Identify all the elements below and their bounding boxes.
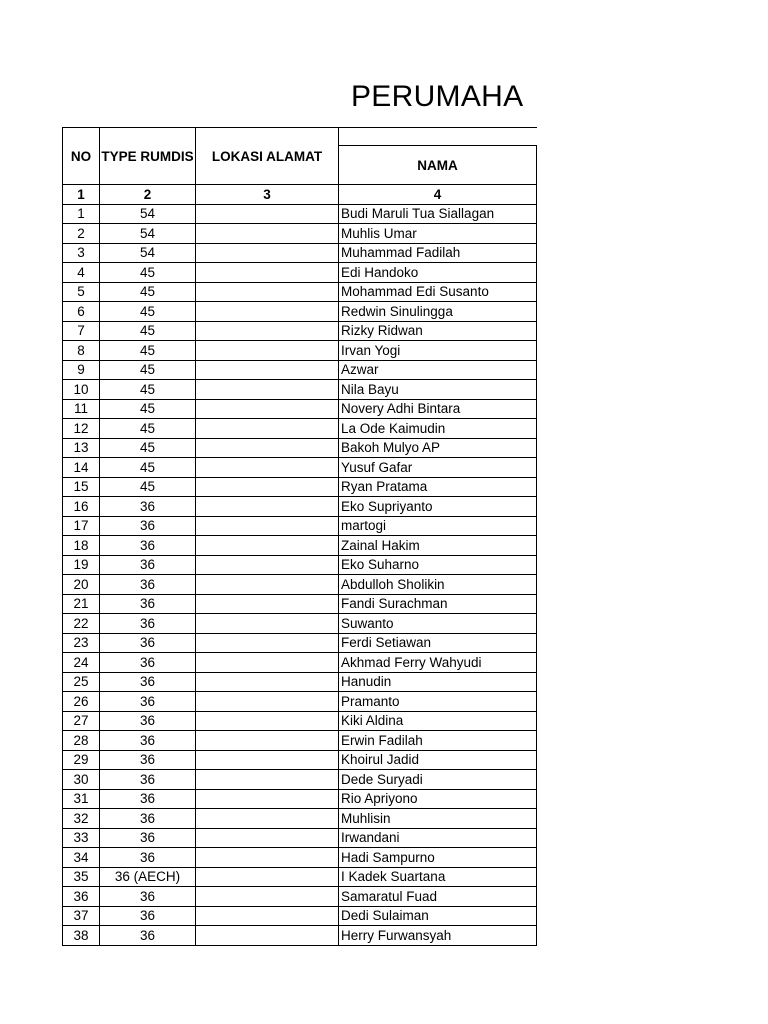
- cell-type-rumdis: 36: [100, 536, 196, 556]
- cell-nama: Irwandani: [339, 828, 537, 848]
- cell-no: 8: [63, 341, 100, 361]
- table-row: [63, 809, 537, 829]
- cell-no: 22: [63, 614, 100, 634]
- table-row: [63, 555, 537, 575]
- table-row: [63, 633, 537, 653]
- cell-no: 35: [63, 867, 100, 887]
- table-row: [63, 848, 537, 868]
- cell-no: 13: [63, 438, 100, 458]
- cell-type-rumdis: 36: [100, 672, 196, 692]
- table-row: [63, 653, 537, 673]
- table-row: [63, 711, 537, 731]
- table-row: [63, 302, 537, 322]
- cell-nama: Dede Suryadi: [339, 770, 537, 790]
- cell-type-rumdis: 36: [100, 770, 196, 790]
- cell-type-rumdis: 36: [100, 575, 196, 595]
- cell-no: 9: [63, 360, 100, 380]
- table-row: [63, 926, 537, 946]
- table-row: [63, 887, 537, 907]
- cell-no: 30: [63, 770, 100, 790]
- cell-type-rumdis: 36: [100, 633, 196, 653]
- cell-type-rumdis: 36: [100, 711, 196, 731]
- cell-nama: Ferdi Setiawan: [339, 633, 537, 653]
- cell-nama: Irvan Yogi: [339, 341, 537, 361]
- table-row: [63, 516, 537, 536]
- cell-lokasi-alamat: [196, 321, 339, 341]
- cell-nama: Edi Handoko: [339, 263, 537, 283]
- table-row: [63, 672, 537, 692]
- cell-nama: La Ode Kaimudin: [339, 419, 537, 439]
- cell-no: 3: [63, 243, 100, 263]
- cell-no: 32: [63, 809, 100, 829]
- cell-no: 10: [63, 380, 100, 400]
- table-row: [63, 750, 537, 770]
- table-row: [63, 770, 537, 790]
- header-row-top: [63, 128, 537, 146]
- cell-no: 14: [63, 458, 100, 478]
- cell-type-rumdis: 45: [100, 282, 196, 302]
- cell-lokasi-alamat: [196, 282, 339, 302]
- cell-nama: Khoirul Jadid: [339, 750, 537, 770]
- cell-nama: Dedi Sulaiman: [339, 906, 537, 926]
- cell-nama: Hadi Sampurno: [339, 848, 537, 868]
- header-nama: NAMA: [339, 146, 537, 185]
- table-row: [63, 438, 537, 458]
- cell-type-rumdis: 45: [100, 321, 196, 341]
- cell-lokasi-alamat: [196, 867, 339, 887]
- cell-nama: Nila Bayu: [339, 380, 537, 400]
- cell-no: 38: [63, 926, 100, 946]
- cell-no: 24: [63, 653, 100, 673]
- cell-lokasi-alamat: [196, 536, 339, 556]
- cell-type-rumdis: 45: [100, 438, 196, 458]
- cell-type-rumdis: 36: [100, 828, 196, 848]
- cell-type-rumdis: 45: [100, 380, 196, 400]
- cell-no: 20: [63, 575, 100, 595]
- cell-nama: Redwin Sinulingga: [339, 302, 537, 322]
- cell-nama: Eko Supriyanto: [339, 497, 537, 517]
- header-no: NO: [63, 128, 100, 185]
- cell-lokasi-alamat: [196, 380, 339, 400]
- cell-lokasi-alamat: [196, 575, 339, 595]
- cell-nama: Fandi Surachman: [339, 594, 537, 614]
- cell-no: 5: [63, 282, 100, 302]
- cell-no: 2: [63, 224, 100, 244]
- cell-lokasi-alamat: [196, 263, 339, 283]
- cell-nama: Yusuf Gafar: [339, 458, 537, 478]
- cell-no: 15: [63, 477, 100, 497]
- cell-lokasi-alamat: [196, 614, 339, 634]
- cell-no: 31: [63, 789, 100, 809]
- cell-type-rumdis: 45: [100, 458, 196, 478]
- cell-nama: Azwar: [339, 360, 537, 380]
- cell-no: 1: [63, 204, 100, 224]
- cell-lokasi-alamat: [196, 477, 339, 497]
- table-row: [63, 789, 537, 809]
- cell-lokasi-alamat: [196, 750, 339, 770]
- cell-no: 18: [63, 536, 100, 556]
- cell-nama: Abdulloh Sholikin: [339, 575, 537, 595]
- cell-lokasi-alamat: [196, 633, 339, 653]
- cell-type-rumdis: 36: [100, 789, 196, 809]
- cell-no: 12: [63, 419, 100, 439]
- table-row: [63, 477, 537, 497]
- cell-type-rumdis: 36: [100, 887, 196, 907]
- table-row: [63, 497, 537, 517]
- cell-lokasi-alamat: [196, 224, 339, 244]
- cell-lokasi-alamat: [196, 341, 339, 361]
- cell-nama: Novery Adhi Bintara: [339, 399, 537, 419]
- cell-type-rumdis: 36: [100, 653, 196, 673]
- cell-nama: Ryan Pratama: [339, 477, 537, 497]
- cell-nama: Eko Suharno: [339, 555, 537, 575]
- cell-lokasi-alamat: [196, 711, 339, 731]
- cell-type-rumdis: 54: [100, 224, 196, 244]
- cell-no: 11: [63, 399, 100, 419]
- cell-nama: Hanudin: [339, 672, 537, 692]
- table-row: [63, 263, 537, 283]
- cell-type-rumdis: 36: [100, 692, 196, 712]
- cell-lokasi-alamat: [196, 672, 339, 692]
- table-row: [63, 906, 537, 926]
- cell-no: 36: [63, 887, 100, 907]
- header-type-rumdis: TYPE RUMDIS: [100, 128, 196, 185]
- table-row: [63, 731, 537, 751]
- housing-table: [62, 127, 537, 946]
- header-blank-cell: [339, 128, 537, 146]
- cell-nama: Rizky Ridwan: [339, 321, 537, 341]
- cell-lokasi-alamat: [196, 906, 339, 926]
- table-row: [63, 243, 537, 263]
- cell-lokasi-alamat: [196, 399, 339, 419]
- column-number: 2: [100, 185, 196, 205]
- table-row: [63, 575, 537, 595]
- cell-nama: Muhlis Umar: [339, 224, 537, 244]
- cell-lokasi-alamat: [196, 887, 339, 907]
- cell-type-rumdis: 36: [100, 497, 196, 517]
- cell-lokasi-alamat: [196, 555, 339, 575]
- cell-no: 25: [63, 672, 100, 692]
- cell-nama: Suwanto: [339, 614, 537, 634]
- cell-nama: Muhammad Fadilah: [339, 243, 537, 263]
- cell-type-rumdis: 45: [100, 360, 196, 380]
- cell-lokasi-alamat: [196, 926, 339, 946]
- cell-type-rumdis: 45: [100, 341, 196, 361]
- cell-type-rumdis: 36: [100, 594, 196, 614]
- cell-nama: Muhlisin: [339, 809, 537, 829]
- cell-type-rumdis: 36: [100, 516, 196, 536]
- header-lokasi-alamat: LOKASI ALAMAT: [196, 128, 339, 185]
- table-row: [63, 399, 537, 419]
- cell-type-rumdis: 45: [100, 302, 196, 322]
- cell-no: 27: [63, 711, 100, 731]
- cell-nama: Rio Apriyono: [339, 789, 537, 809]
- cell-type-rumdis: 36: [100, 809, 196, 829]
- cell-type-rumdis: 36: [100, 750, 196, 770]
- cell-lokasi-alamat: [196, 594, 339, 614]
- cell-nama: Bakoh Mulyo AP: [339, 438, 537, 458]
- cell-nama: Herry Furwansyah: [339, 926, 537, 946]
- cell-lokasi-alamat: [196, 692, 339, 712]
- column-number: 4: [339, 185, 537, 205]
- cell-no: 19: [63, 555, 100, 575]
- cell-lokasi-alamat: [196, 848, 339, 868]
- cell-lokasi-alamat: [196, 789, 339, 809]
- cell-type-rumdis: 36: [100, 555, 196, 575]
- table-row: [63, 321, 537, 341]
- table-row: [63, 828, 537, 848]
- cell-type-rumdis: 45: [100, 419, 196, 439]
- table-row: [63, 341, 537, 361]
- table-row: [63, 360, 537, 380]
- cell-type-rumdis: 45: [100, 263, 196, 283]
- cell-nama: Mohammad Edi Susanto: [339, 282, 537, 302]
- cell-lokasi-alamat: [196, 458, 339, 478]
- table-body: [63, 128, 537, 946]
- cell-no: 17: [63, 516, 100, 536]
- cell-nama: I Kadek Suartana: [339, 867, 537, 887]
- cell-no: 29: [63, 750, 100, 770]
- table-row: [63, 224, 537, 244]
- cell-no: 7: [63, 321, 100, 341]
- cell-lokasi-alamat: [196, 243, 339, 263]
- cell-lokasi-alamat: [196, 809, 339, 829]
- cell-nama: martogi: [339, 516, 537, 536]
- cell-nama: Zainal Hakim: [339, 536, 537, 556]
- cell-lokasi-alamat: [196, 731, 339, 751]
- cell-nama: Samaratul Fuad: [339, 887, 537, 907]
- table-row: [63, 536, 537, 556]
- cell-lokasi-alamat: [196, 360, 339, 380]
- table-row: [63, 867, 537, 887]
- cell-no: 33: [63, 828, 100, 848]
- cell-nama: Kiki Aldina: [339, 711, 537, 731]
- table-row: [63, 204, 537, 224]
- cell-type-rumdis: 36 (AECH): [100, 867, 196, 887]
- cell-no: 26: [63, 692, 100, 712]
- cell-lokasi-alamat: [196, 204, 339, 224]
- cell-no: 16: [63, 497, 100, 517]
- cell-no: 4: [63, 263, 100, 283]
- cell-no: 28: [63, 731, 100, 751]
- column-number-row: [63, 185, 537, 205]
- cell-type-rumdis: 45: [100, 477, 196, 497]
- column-number: 1: [63, 185, 100, 205]
- cell-lokasi-alamat: [196, 828, 339, 848]
- cell-no: 6: [63, 302, 100, 322]
- cell-lokasi-alamat: [196, 653, 339, 673]
- table-row: [63, 419, 537, 439]
- cell-lokasi-alamat: [196, 419, 339, 439]
- table-row: [63, 594, 537, 614]
- cell-type-rumdis: 36: [100, 848, 196, 868]
- table-row: [63, 380, 537, 400]
- cell-type-rumdis: 36: [100, 614, 196, 634]
- cell-nama: Akhmad Ferry Wahyudi: [339, 653, 537, 673]
- cell-no: 23: [63, 633, 100, 653]
- cell-lokasi-alamat: [196, 516, 339, 536]
- column-number: 3: [196, 185, 339, 205]
- cell-nama: Pramanto: [339, 692, 537, 712]
- cell-type-rumdis: 36: [100, 906, 196, 926]
- cell-nama: Erwin Fadilah: [339, 731, 537, 751]
- cell-type-rumdis: 45: [100, 399, 196, 419]
- table-row: [63, 614, 537, 634]
- table-row: [63, 458, 537, 478]
- cell-lokasi-alamat: [196, 302, 339, 322]
- cell-no: 37: [63, 906, 100, 926]
- cell-lokasi-alamat: [196, 770, 339, 790]
- cell-nama: Budi Maruli Tua Siallagan: [339, 204, 537, 224]
- cell-type-rumdis: 36: [100, 926, 196, 946]
- cell-lokasi-alamat: [196, 497, 339, 517]
- cell-no: 34: [63, 848, 100, 868]
- cell-type-rumdis: 36: [100, 731, 196, 751]
- table-row: [63, 282, 537, 302]
- table-row: [63, 692, 537, 712]
- cell-no: 21: [63, 594, 100, 614]
- page-title: PERUMAHA: [351, 80, 524, 113]
- cell-type-rumdis: 54: [100, 243, 196, 263]
- cell-type-rumdis: 54: [100, 204, 196, 224]
- cell-lokasi-alamat: [196, 438, 339, 458]
